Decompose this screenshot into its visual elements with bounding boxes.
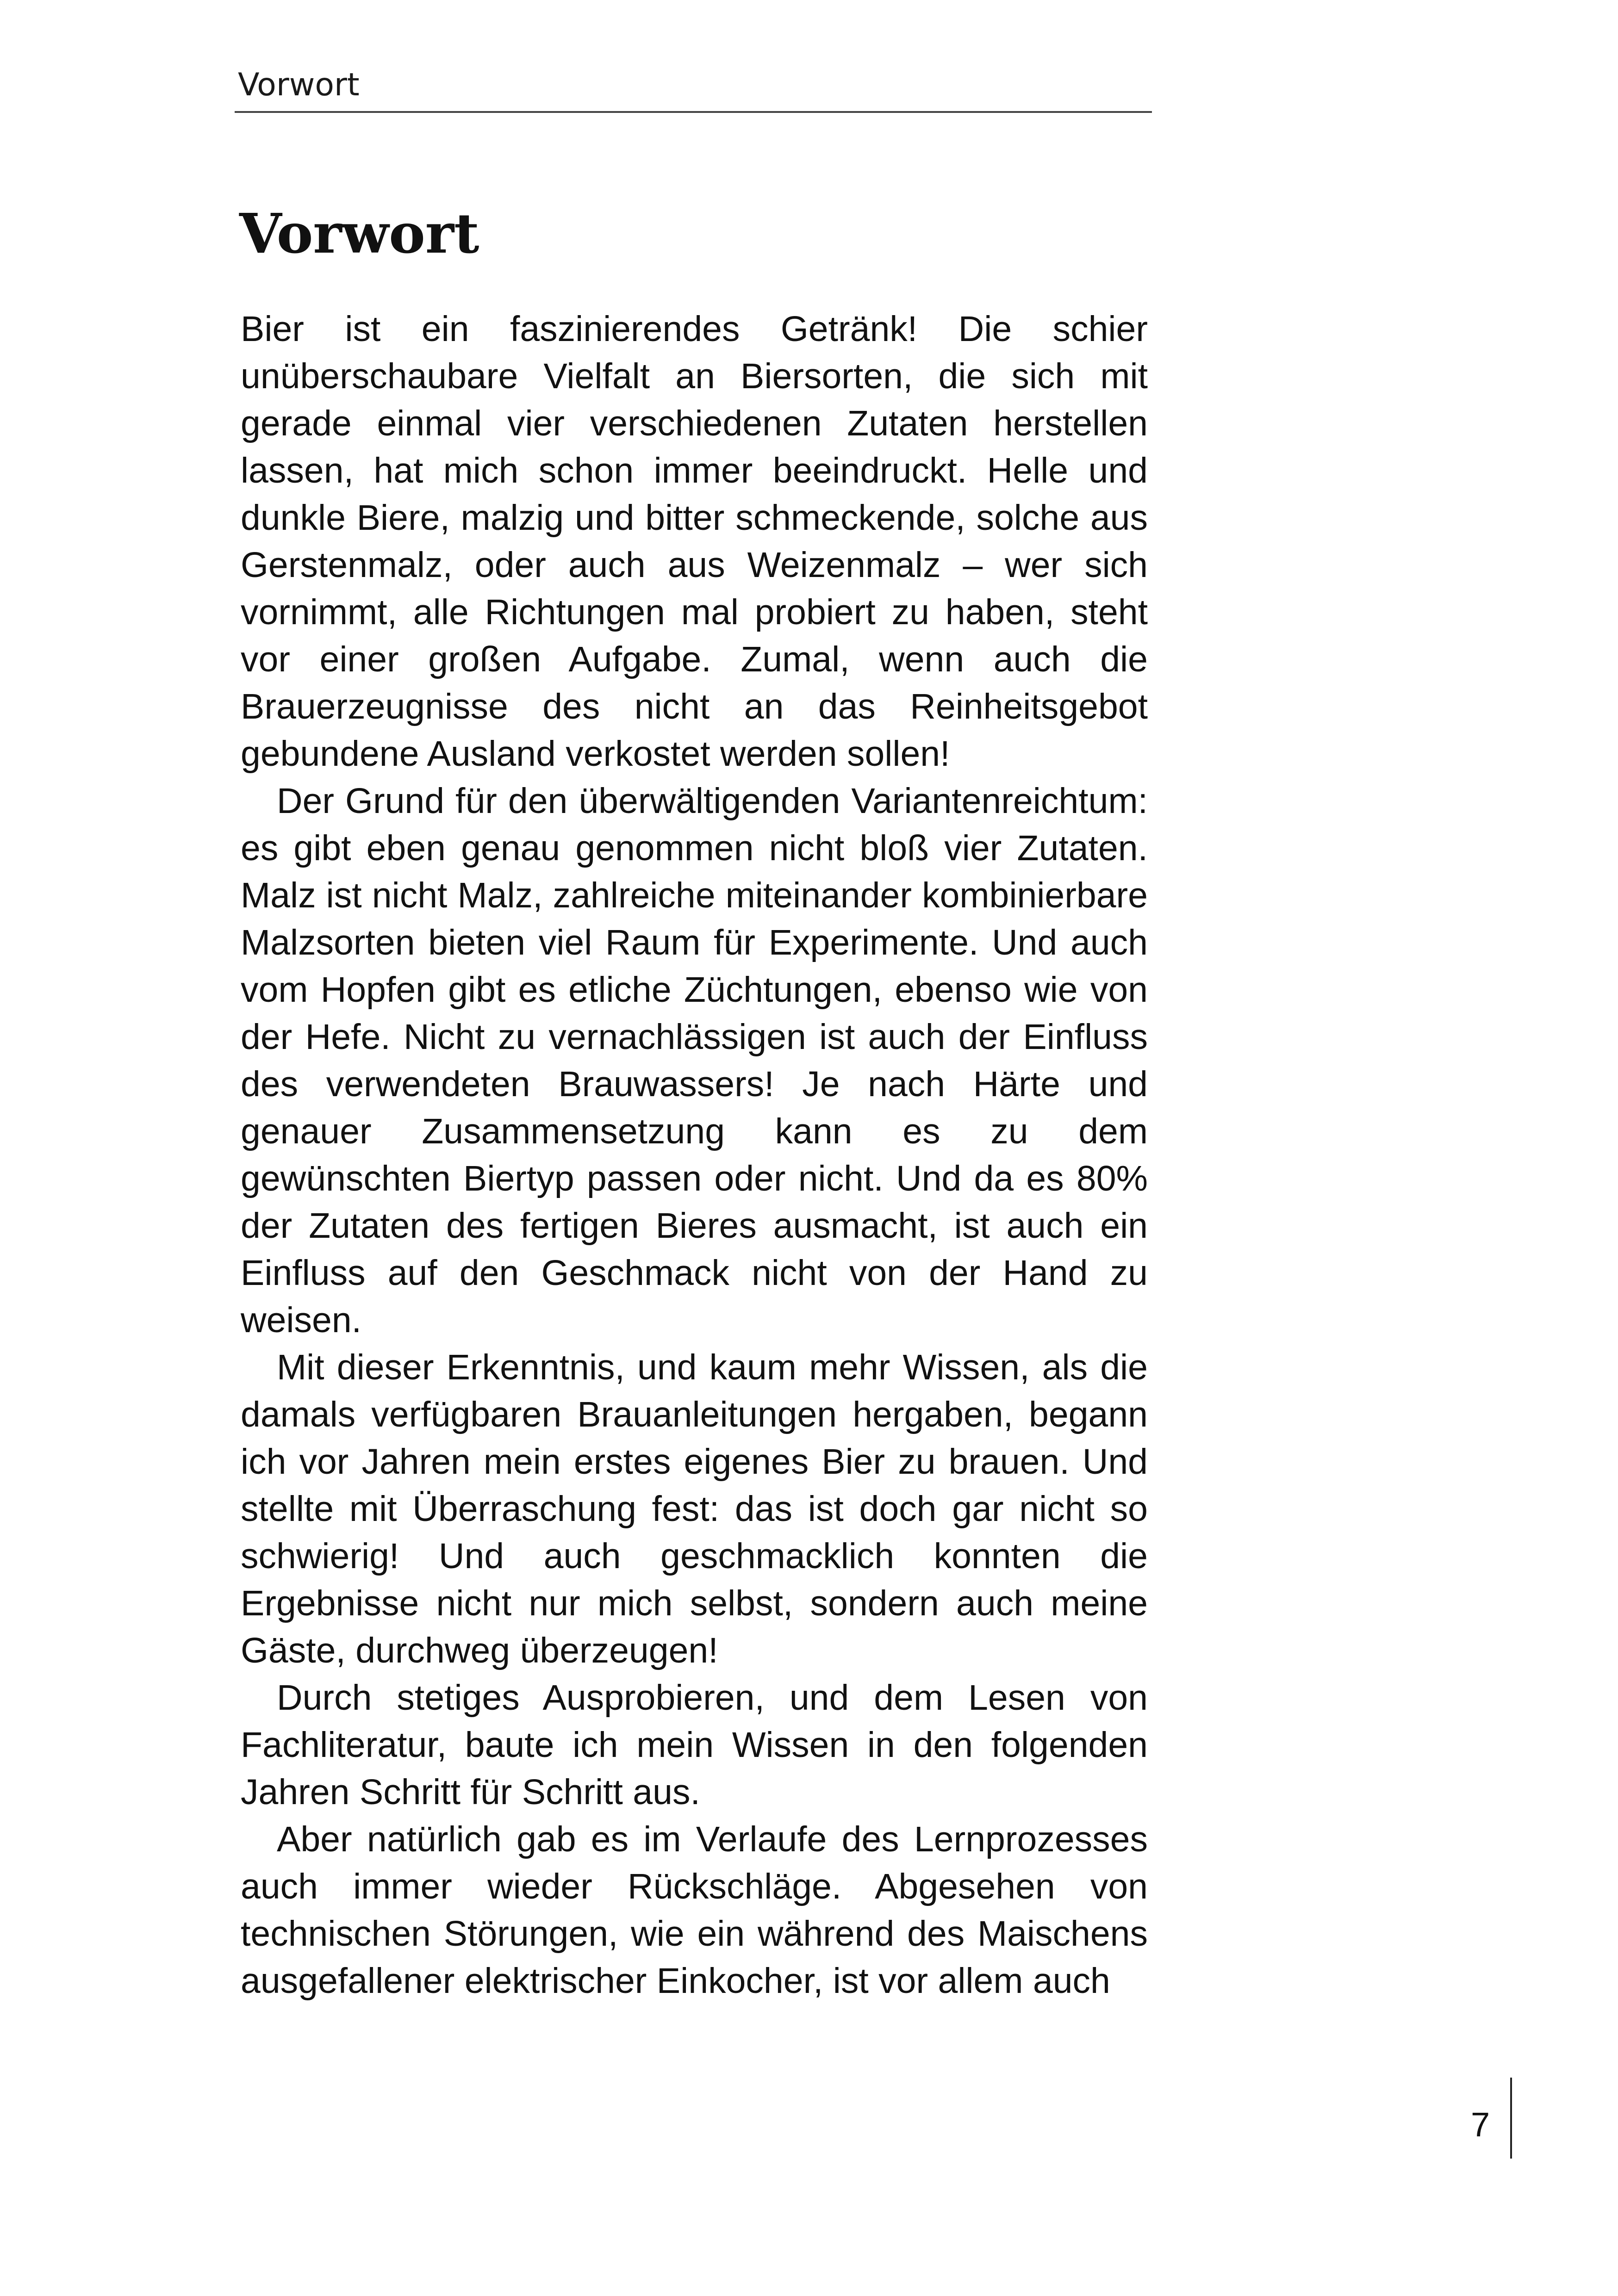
page-number: 7 bbox=[1471, 2105, 1490, 2144]
paragraph-3: Mit dieser Erkenntnis, und kaum mehr Wissen, als die damals verfügbaren Brauanleitungen hergaben, begann ich vor Jahren mein erstes eigenes Bier zu brauen. Und stellte mit Überraschung fest: das ist doch gar nicht so schwierig! Und auch geschmacklich konnten die Ergebnisse nicht nur mich selbst, sondern auch meine Gäste, durchweg überzeugen! bbox=[241, 1347, 1148, 1670]
paragraph-2: Der Grund für den überwältigenden Variantenreichtum: es gibt eben genau genommen nicht bloß vier Zutaten. Malz ist nicht Malz, zahlreiche miteinander kombinierbare Malzsorten bieten viel Raum für Experimente. Und auch vom Hopfen gibt es etliche Züchtungen, ebenso wie von der Hefe. Nicht zu vernachlässigen ist auch der Einfluss des verwendeten Brauwassers! Je nach Härte und genauer Zusammensetzung kann es zu dem gewünschten Biertyp passen oder nicht. Und da es 80% der Zutaten des fertigen Bieres ausmacht, ist auch ein Einfluss auf den Geschmack nicht von der Hand zu weisen. bbox=[241, 781, 1148, 1340]
paragraph-4: Durch stetiges Ausprobieren, und dem Lesen von Fachliteratur, baute ich mein Wissen in den folgenden Jahren Schritt für Schritt aus. bbox=[241, 1678, 1148, 1812]
running-header: Vorwort bbox=[238, 67, 360, 103]
page-number-rule bbox=[1510, 2078, 1512, 2159]
header-rule bbox=[235, 111, 1152, 113]
paragraph-1: Bier ist ein faszinierendes Getränk! Die schier unüberschaubare Vielfalt an Biersorten, die sich mit gerade einmal vier verschiedenen Zutaten herstellen lassen, hat mich schon immer beeindruckt. Helle und dunkle Biere, malzig und bitter schmeckende, solche aus Gerstenmalz, oder auch aus Weizenmalz – wer sich vornimmt, alle Richtungen mal probiert zu haben, steht vor einer großen Aufgabe. Zumal, wenn auch die Brauerzeugnisse des nicht an das Reinheitsgebot gebundene Ausland verkostet werden sollen! bbox=[241, 309, 1148, 774]
body-text bbox=[241, 305, 1148, 2004]
chapter-title: Vorwort bbox=[239, 201, 479, 266]
paragraph-5: Aber natürlich gab es im Verlaufe des Lernprozesses auch immer wieder Rückschläge. Abgesehen von technischen Störungen, wie ein während des Maischens ausgefallener elektrischer Einkocher, ist vor allem auch bbox=[241, 1819, 1148, 2001]
